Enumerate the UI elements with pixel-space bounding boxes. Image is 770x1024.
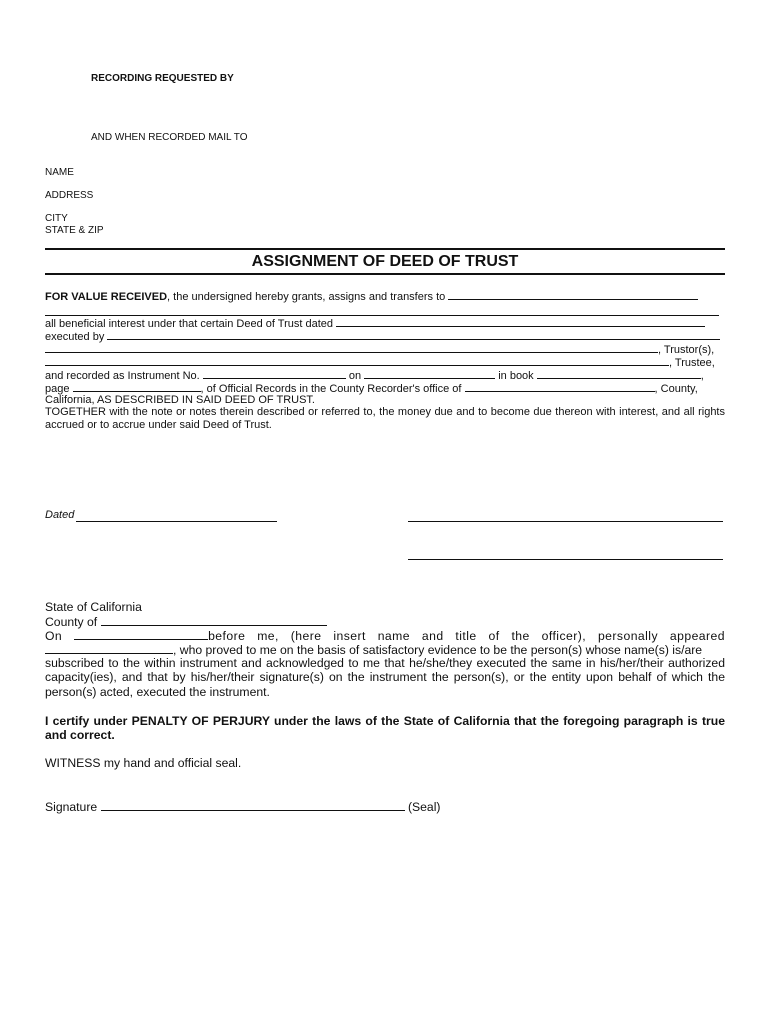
on-before-me-line <box>45 628 725 643</box>
signature-label: Signature <box>45 800 98 814</box>
notary-signature-line <box>45 799 440 814</box>
county-of-label: County of <box>45 615 98 629</box>
on-label-ack: On <box>45 629 63 643</box>
appeared-name-field[interactable] <box>45 642 173 654</box>
document-title: ASSIGNMENT OF DEED OF TRUST <box>251 253 519 270</box>
recorded-as-label: and recorded as Instrument No. <box>45 370 200 382</box>
grants-text: , the undersigned hereby grants, assigns and transfers to <box>167 291 446 303</box>
penalty-certification: I certify under PENALTY OF PERJURY under the laws of the State of California that the foregoing paragraph is true and correct. <box>45 714 725 743</box>
mail-to-label: AND WHEN RECORDED MAIL TO <box>91 132 248 143</box>
county-of-line <box>45 614 327 629</box>
acknowledgment-paragraph: subscribed to the within instrument and acknowledged to me that he/she/they executed the same in his/her/their authorized capacity(ies), and that by his/her/their signature(s) on the instrument the person(s), or the entity upon behalf of which the person(s) acted, executed the instrument. <box>45 656 725 699</box>
value-received-label: FOR VALUE RECEIVED <box>45 291 168 303</box>
notary-signature-field[interactable] <box>101 799 405 811</box>
executed-by-label: executed by <box>45 331 105 343</box>
county-label: , County, <box>654 383 698 395</box>
page-field[interactable] <box>73 381 201 392</box>
ack-date-field[interactable] <box>74 628 208 640</box>
trustor-line <box>45 342 714 356</box>
title-rule-bottom <box>45 273 725 275</box>
beneficial-interest-text: all beneficial interest under that certain Deed of Trust dated <box>45 318 334 330</box>
executed-by-field[interactable] <box>107 329 720 340</box>
beneficial-interest-line <box>45 316 705 330</box>
trustee-line <box>45 355 715 369</box>
dated-label: Dated <box>45 509 75 521</box>
executed-by-line <box>45 329 720 343</box>
together-paragraph: TOGETHER with the note or notes therein described or referred to, the money due and to become due thereon with interest, and all rights accrued or to accrue under said Deed of Trust. <box>45 406 725 431</box>
recording-requested-by: RECORDING REQUESTED BY <box>91 73 234 84</box>
california-described: California, AS DESCRIBED IN SAID DEED OF TRUST. <box>45 394 315 406</box>
name-label: NAME <box>45 167 74 178</box>
assignor-signature-field-2[interactable] <box>408 559 723 560</box>
recorded-date-field[interactable] <box>364 368 495 379</box>
before-me-text: before me, (here insert name and title of the officer), personally appeared <box>208 629 725 643</box>
address-label: ADDRESS <box>45 190 94 201</box>
recorded-line: and recorded as Instrument No. on in book , <box>45 370 704 382</box>
assignee-field[interactable] <box>448 289 698 300</box>
ack-county-field[interactable] <box>101 614 327 626</box>
title-rule-top <box>45 248 725 250</box>
value-received-line <box>45 289 698 303</box>
deed-date-field[interactable] <box>336 316 705 327</box>
trustor-label: , Trustor(s), <box>658 344 715 356</box>
trustor-field[interactable] <box>45 342 658 353</box>
page-line <box>45 381 698 395</box>
page-label: page <box>45 383 70 395</box>
dated-field[interactable] <box>76 521 277 522</box>
state-zip-label: STATE & ZIP <box>45 225 104 236</box>
on-label: on <box>348 370 362 382</box>
assignor-signature-field-1[interactable] <box>408 521 723 522</box>
state-of-california: State of California <box>45 600 142 614</box>
seal-label: (Seal) <box>407 800 441 814</box>
in-book-label: in book <box>498 370 534 382</box>
trustee-label: , Trustee, <box>669 357 715 369</box>
witness-statement: WITNESS my hand and official seal. <box>45 756 242 770</box>
trustee-field[interactable] <box>45 355 669 366</box>
county-field[interactable] <box>465 381 655 392</box>
book-field[interactable] <box>537 368 701 379</box>
official-records-text: , of Official Records in the County Recorder's office of <box>200 383 462 395</box>
proved-text: , who proved to me on the basis of satisfactory evidence to be the person(s) whose name(s) is/are <box>173 643 703 657</box>
city-label: CITY <box>45 213 68 224</box>
appeared-line <box>45 642 725 657</box>
instrument-number-field[interactable] <box>203 368 346 379</box>
